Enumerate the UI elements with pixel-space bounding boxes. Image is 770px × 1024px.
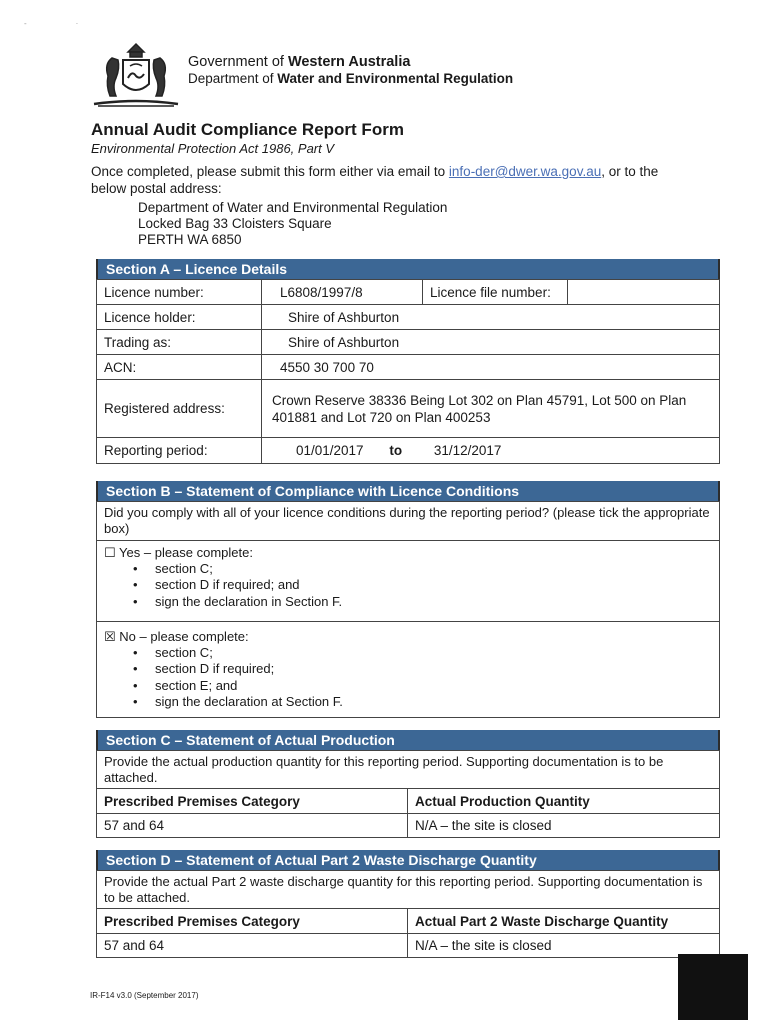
production-instructions-text: Provide the actual production quantity for this reporting period. Supporting documentation is to be attached. <box>104 754 664 785</box>
gov-prefix: Government of <box>188 54 288 70</box>
no-option <box>96 621 720 718</box>
list-item: • section C; <box>155 561 719 577</box>
intro-before: Once completed, please submit this form either via email to <box>91 164 449 179</box>
production-category-value[interactable]: 57 and 64 <box>97 814 408 838</box>
licence-file-label: Licence file number: <box>423 280 568 305</box>
dept-name: Water and Environmental Regulation <box>277 71 514 86</box>
licence-number-label: Licence number: <box>97 280 262 305</box>
holder-label: Licence holder: <box>97 305 262 330</box>
no-option-head <box>97 622 719 645</box>
department-heading <box>188 71 513 86</box>
waste-quantity-value[interactable]: N/A – the site is closed <box>408 934 720 958</box>
address-line: PERTH WA 6850 <box>138 232 242 247</box>
waste-category-value[interactable]: 57 and 64 <box>97 934 408 958</box>
compliance-question <box>96 501 720 541</box>
yes-option-head <box>97 540 719 561</box>
licence-file-value[interactable] <box>568 280 720 305</box>
section-c-header: Section C – Statement of Actual Production <box>96 730 720 750</box>
list-item: • section D if required; and <box>155 577 719 593</box>
acn-label: ACN: <box>97 355 262 380</box>
redaction-block <box>678 954 748 1020</box>
waste-table <box>96 908 720 958</box>
postal-address <box>138 200 447 248</box>
form-subtitle: Environmental Protection Act 1986, Part V <box>91 141 335 156</box>
reporting-period-value[interactable] <box>262 438 720 464</box>
waste-instructions <box>96 870 720 909</box>
intro-text <box>91 163 691 197</box>
holder-value[interactable]: Shire of Ashburton <box>262 305 720 330</box>
dept-prefix: Department of <box>188 71 278 86</box>
yes-checkbox[interactable]: ☐ <box>104 545 116 560</box>
yes-items <box>97 561 719 610</box>
period-from: 01/01/2017 <box>296 443 364 458</box>
scan-marks: - · <box>24 19 79 28</box>
production-table <box>96 788 720 838</box>
section-b-header: Section B – Statement of Compliance with Licence Conditions <box>96 481 720 501</box>
yes-label: Yes – please complete: <box>119 545 253 560</box>
production-col-quantity: Actual Production Quantity <box>408 789 720 814</box>
no-label: No – please complete: <box>119 629 249 644</box>
list-item: • sign the declaration in Section F. <box>155 594 719 610</box>
list-item: • section C; <box>155 645 719 661</box>
list-item: • sign the declaration at Section F. <box>155 694 719 710</box>
list-item: • section D if required; <box>155 661 719 677</box>
address-line: Locked Bag 33 Cloisters Square <box>138 216 332 231</box>
section-d-header: Section D – Statement of Actual Part 2 Waste Discharge Quantity <box>96 850 720 870</box>
government-heading <box>188 54 410 70</box>
intro-after: , or to the below postal address: <box>91 164 659 196</box>
production-col-category: Prescribed Premises Category <box>97 789 408 814</box>
waste-instructions-text: Provide the actual Part 2 waste discharge quantity for this reporting period. Supporting documentation is to be attached. <box>104 874 703 905</box>
period-to-word: to <box>389 443 403 458</box>
licence-details-table <box>96 279 720 464</box>
period-to: 31/12/2017 <box>433 443 502 458</box>
form-code-footer: IR-F14 v3.0 (September 2017) <box>90 991 199 1000</box>
trading-value[interactable]: Shire of Ashburton <box>262 330 720 355</box>
list-item: • section E; and <box>155 678 719 694</box>
reporting-period-label: Reporting period: <box>97 438 262 464</box>
acn-value[interactable]: 4550 30 700 70 <box>262 355 720 380</box>
email-link[interactable]: info-der@dwer.wa.gov.au <box>448 164 602 179</box>
waste-col-category: Prescribed Premises Category <box>97 909 408 934</box>
form-title: Annual Audit Compliance Report Form <box>91 120 404 139</box>
production-instructions <box>96 750 720 789</box>
production-quantity-value[interactable]: N/A – the site is closed <box>408 814 720 838</box>
section-a-header: Section A – Licence Details <box>96 259 720 279</box>
yes-option <box>96 540 720 622</box>
address-line: Department of Water and Environmental Regulation <box>138 200 448 215</box>
compliance-question-text: Did you comply with all of your licence conditions during the reporting period? (please tick the appropriate box) <box>104 505 710 536</box>
registered-address-value[interactable]: Crown Reserve 38336 Being Lot 302 on Plan 45791, Lot 500 on Plan 401881 and Lot 720 on Plan 400253 <box>262 380 720 438</box>
no-checkbox[interactable]: ☒ <box>104 629 116 644</box>
no-items <box>97 645 719 710</box>
gov-name: Western Australia <box>287 54 411 70</box>
licence-number-value[interactable]: L6808/1997/8 <box>262 280 423 305</box>
trading-label: Trading as: <box>97 330 262 355</box>
waste-col-quantity: Actual Part 2 Waste Discharge Quantity <box>408 909 720 934</box>
coat-of-arms-logo <box>90 40 182 110</box>
registered-address-label: Registered address: <box>97 380 262 438</box>
